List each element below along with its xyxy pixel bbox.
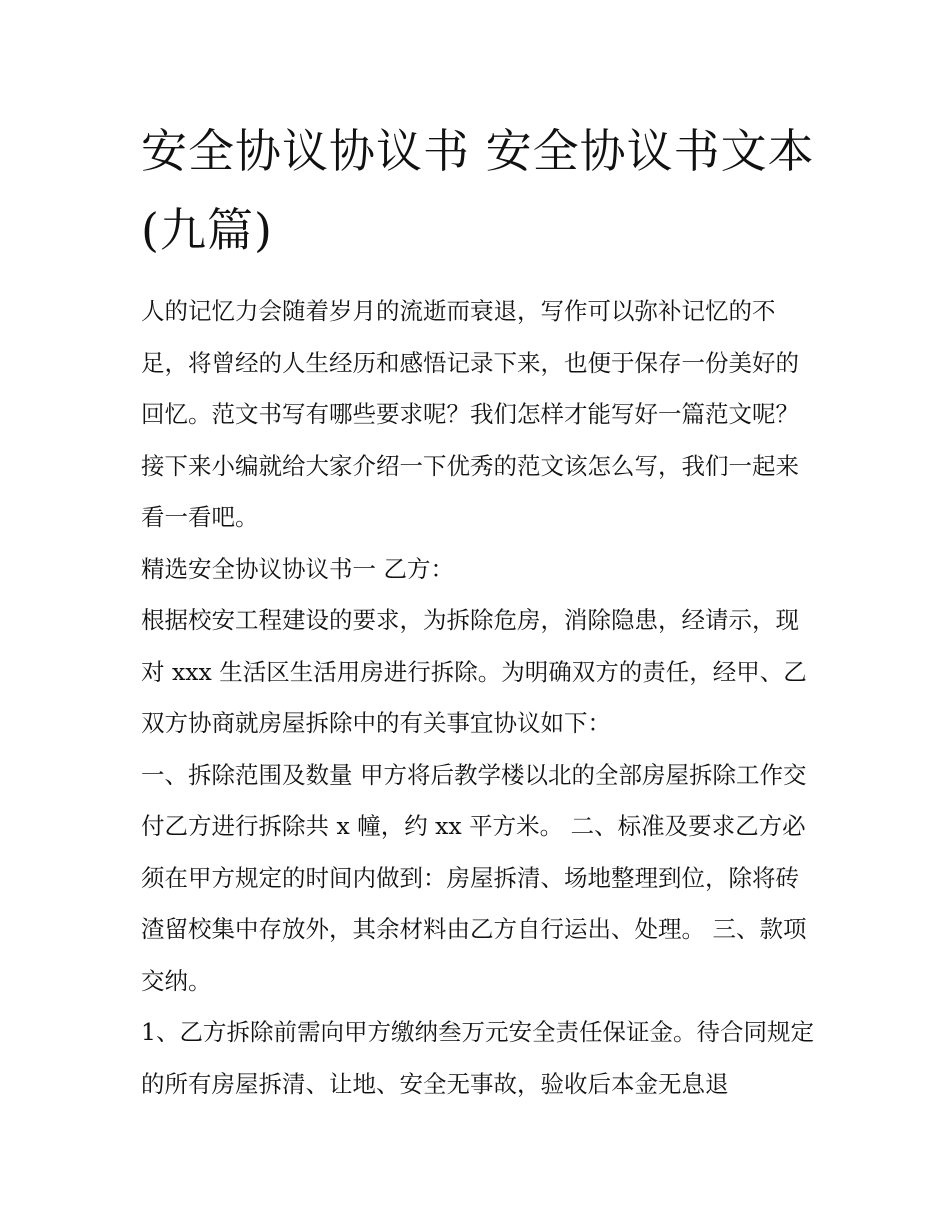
intro-paragraph: 人的记忆力会随着岁月的流逝而衰退，写作可以弥补记忆的不足，将曾经的人生经历和感悟记录下来，也便于保存一份美好的回忆。范文书写有哪些要求呢？我们怎样才能写好一篇范文呢？接下来小编就给大家介绍一下优秀的范文该怎么写，我们一起来看一看吧。 xyxy=(141,297,799,531)
body-paragraph-3: 1、乙方拆除前需向甲方缴纳叁万元安全责任保证金。待合同规定的所有房屋拆清、让地、安全无事故，验收后本金无息退 xyxy=(141,1018,814,1098)
body-paragraph-2: 一、拆除范围及数量 甲方将后教学楼以北的全部房屋拆除工作交付乙方进行拆除共 x 幢，约 xx 平方米。 二、标准及要求乙方必须在甲方规定的时间内做到：房屋拆清、场地整理到位，除将砖渣留校集中存放外，其余材料由乙方自行运出、处理。 三、款项交纳。 xyxy=(141,760,807,995)
document-title: 安全协议协议书 安全协议书文本(九篇) xyxy=(141,124,815,257)
section-heading: 精选安全协议协议书一 乙方： xyxy=(141,554,454,583)
body-paragraph-1: 根据校安工程建设的要求，为拆除危房，消除隐患，经请示，现对 xxx 生活区生活用房进行拆除。为明确双方的责任，经甲、乙双方协商就房屋拆除中的有关事宜协议如下： xyxy=(141,606,807,737)
document-body xyxy=(141,112,816,1110)
